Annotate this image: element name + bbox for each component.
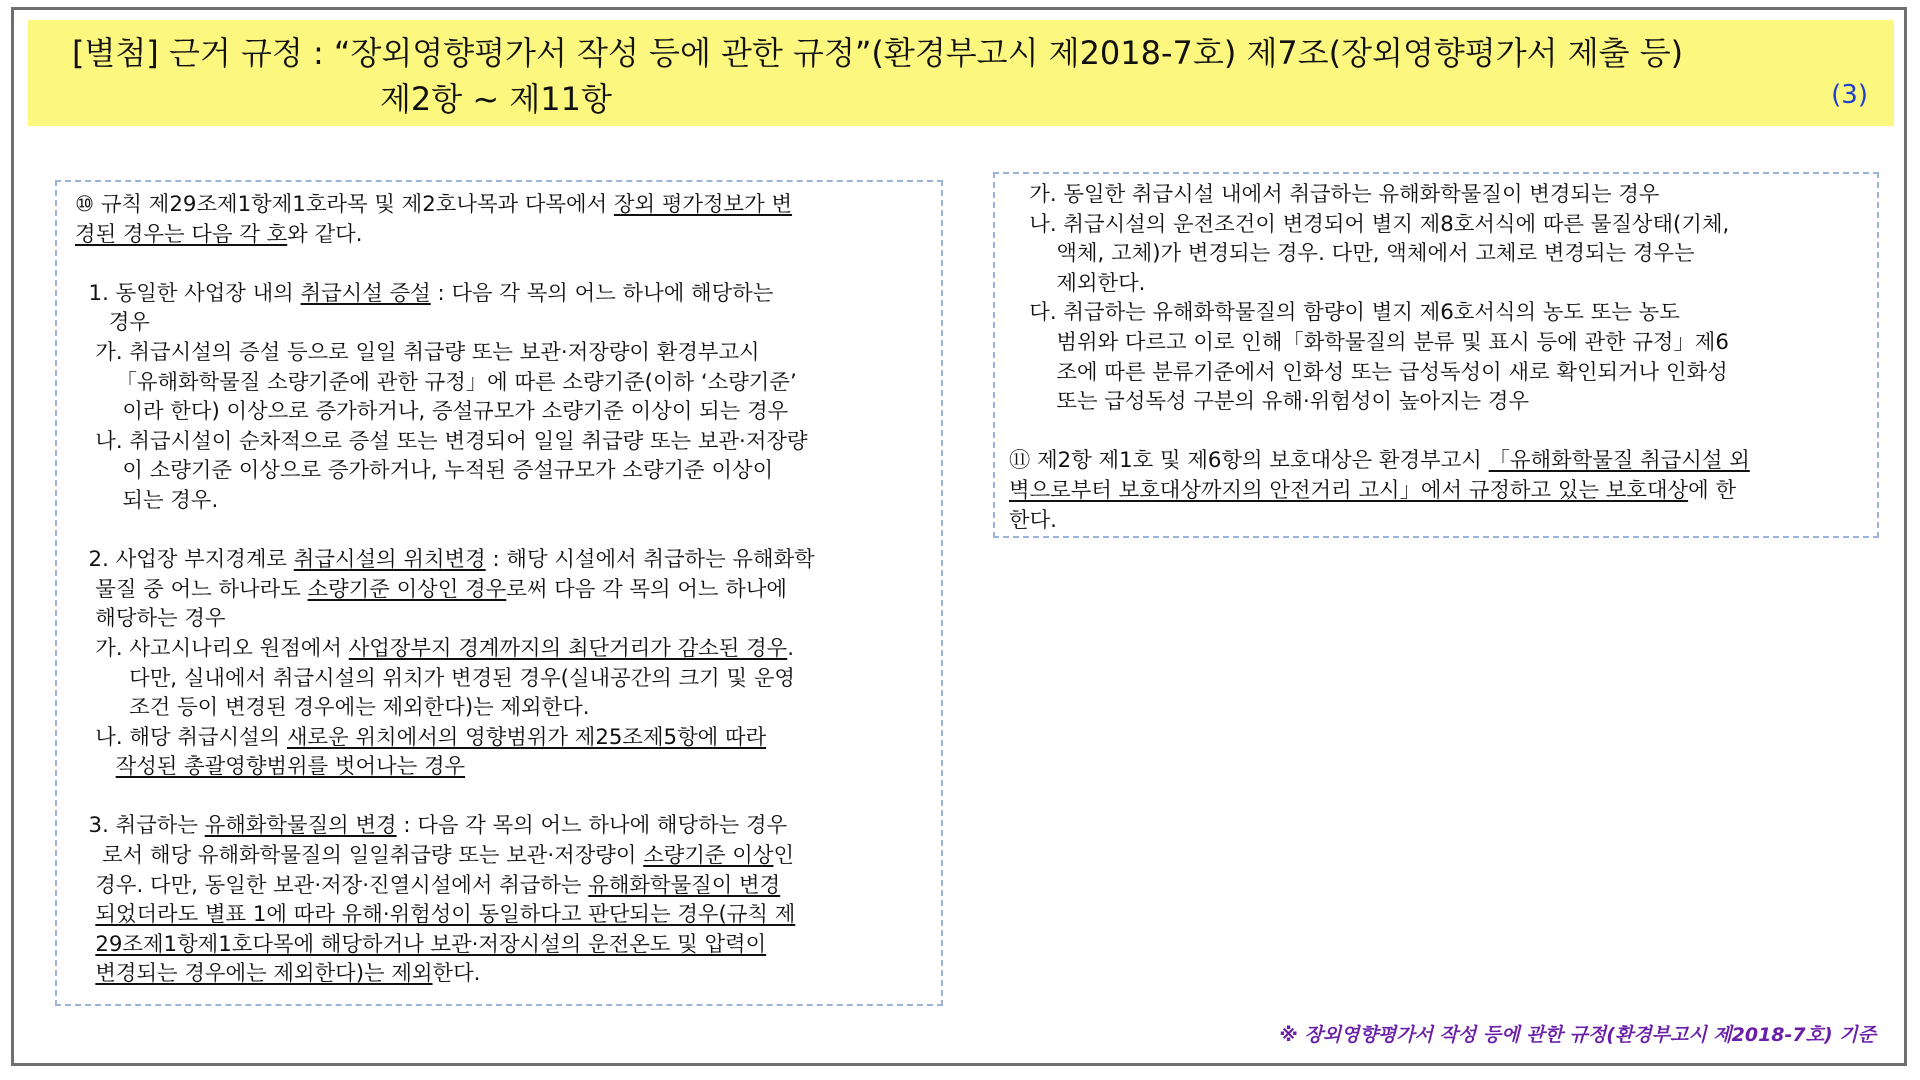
left-panel-line bbox=[75, 427, 815, 457]
left-panel-line bbox=[75, 930, 815, 960]
left-panel-underlined-text: 29조제1항제1호다목에 해당하거나 보관·저장시설의 운전온도 및 압력이 bbox=[95, 931, 767, 957]
left-panel-underlined-text: 취급시설의 위치변경 bbox=[293, 547, 486, 573]
left-panel-text: 경우. 다만, 동일한 보관·저장·진열시설에서 취급하는 bbox=[75, 872, 589, 898]
left-panel-underlined-text: 장외 평가정보가 변 bbox=[613, 192, 793, 217]
left-panel-text: 물질 중 어느 하나라도 bbox=[75, 576, 308, 602]
left-panel-line bbox=[75, 308, 815, 338]
right-panel-line bbox=[1009, 210, 1750, 240]
left-regulation-panel bbox=[55, 180, 943, 1006]
right-panel-line bbox=[1009, 506, 1750, 536]
left-panel-line bbox=[75, 664, 815, 694]
left-panel-underlined-text: 변경되는 경우에는 제외한다)는 제외 bbox=[95, 961, 433, 987]
title-banner bbox=[28, 20, 1894, 126]
left-panel-text: 와 같다. bbox=[287, 221, 363, 247]
left-panel-line bbox=[75, 604, 815, 634]
left-panel-text bbox=[75, 961, 95, 986]
left-panel-text: 조건 등이 변경된 경우에는 제외한다)는 제외한다. bbox=[75, 695, 590, 721]
left-panel-line bbox=[75, 634, 815, 664]
left-panel-text: 해당하는 경우 bbox=[75, 606, 226, 632]
page-number: (3) bbox=[1831, 80, 1868, 110]
right-panel-text: 나. 취급시설의 운전조건이 변경되어 별지 제8호서식에 따른 물질상태(기체, bbox=[1009, 211, 1730, 237]
left-panel-line bbox=[75, 486, 815, 516]
left-panel-text bbox=[75, 754, 116, 779]
right-panel-text bbox=[1009, 180, 1750, 535]
right-panel-text: 액체, 고체)가 변경되는 경우. 다만, 액체에서 고체로 변경되는 경우는 bbox=[1009, 241, 1695, 267]
right-panel-text: 또는 급성독성 구분의 유해·위험성이 높아지는 경우 bbox=[1009, 389, 1530, 415]
left-panel-text: . bbox=[787, 635, 795, 661]
right-panel-text: 제외한다. bbox=[1009, 270, 1146, 296]
left-panel-line bbox=[75, 871, 815, 901]
left-panel-text: 1. 동일한 사업장 내의 bbox=[75, 280, 301, 306]
right-panel-line bbox=[1009, 239, 1750, 269]
left-panel-line bbox=[75, 723, 815, 753]
left-panel-line bbox=[75, 841, 815, 871]
left-panel-text: ⑩ 규칙 제29조제1항제1호라목 및 제2호나목과 다목에서 bbox=[75, 192, 614, 217]
left-panel-text: 한다. bbox=[432, 961, 481, 987]
left-panel-text: 이 소량기준 이상으로 증가하거나, 누적된 증설규모가 소량기준 이상이 bbox=[75, 458, 774, 484]
left-panel-text: 가. 사고시나리오 원점에서 bbox=[75, 635, 349, 661]
left-panel-line bbox=[75, 575, 815, 605]
left-panel-text: 로서 해당 유해화학물질의 일일취급량 또는 보관·저장량이 bbox=[75, 843, 644, 869]
right-panel-line bbox=[1009, 476, 1750, 506]
right-panel-text: 한다. bbox=[1009, 507, 1057, 533]
left-panel-text: : 해당 시설에서 취급하는 유해화학 bbox=[485, 547, 815, 573]
left-panel-underlined-text: 유해화학물질이 변경 bbox=[588, 872, 781, 898]
left-panel-text: 「유해화학물질 소량기준에 관한 규정」에 따른 소량기준(이하 ‘소량기준’ bbox=[75, 369, 797, 395]
right-panel-line bbox=[1009, 269, 1750, 299]
left-panel-text: 이라 한다) 이상으로 증가하거나, 증설규모가 소량기준 이상이 되는 경우 bbox=[75, 399, 789, 425]
left-panel-text: 로써 다음 각 목의 어느 하나에 bbox=[506, 576, 787, 602]
left-panel-underlined-text: 유해화학물질의 변경 bbox=[204, 813, 397, 839]
left-panel-line bbox=[75, 279, 815, 309]
footer-note: ※ 장외영향평가서 작성 등에 관한 규정(환경부고시 제2018-7호) 기준 bbox=[1279, 1024, 1876, 1046]
left-panel-text bbox=[75, 190, 815, 989]
right-panel-text: 다. 취급하는 유해화학물질의 함량이 별지 제6호서식의 농도 또는 농도 bbox=[1009, 300, 1680, 326]
left-panel-text: 가. 취급시설의 증설 등으로 일일 취급량 또는 보관·저장량이 환경부고시 bbox=[75, 339, 760, 365]
left-panel-text: 3. 취급하는 bbox=[75, 813, 205, 839]
left-panel-text bbox=[75, 932, 95, 957]
left-panel-text: 인 bbox=[773, 843, 795, 869]
right-panel-text: ⑪ 제2항 제1호 및 제6항의 보호대상은 환경부고시 bbox=[1009, 448, 1489, 474]
left-panel-underlined-text: 취급시설 증설 bbox=[300, 280, 431, 306]
left-panel-underlined-text: 소량기준 이상인 경우 bbox=[307, 576, 507, 602]
left-panel-line bbox=[75, 456, 815, 486]
right-panel-line bbox=[1009, 298, 1750, 328]
left-panel-line bbox=[75, 900, 815, 930]
left-panel-line bbox=[75, 249, 815, 279]
left-panel-text bbox=[75, 902, 95, 927]
left-panel-text: 다만, 실내에서 취급시설의 위치가 변경된 경우(실내공간의 크기 및 운영 bbox=[75, 665, 796, 691]
left-panel-underlined-text: 경된 경우는 다음 각 호 bbox=[75, 221, 288, 247]
left-panel-line bbox=[75, 811, 815, 841]
right-panel-text: 조에 따른 분류기준에서 인화성 또는 급성독성이 새로 확인되거나 인화성 bbox=[1009, 359, 1728, 385]
right-panel-line bbox=[1009, 417, 1750, 447]
left-panel-text: 되는 경우. bbox=[75, 487, 219, 513]
left-panel-line bbox=[75, 782, 815, 812]
right-panel-text: 에 한 bbox=[1688, 477, 1737, 503]
left-panel-text: : 다음 각 목의 어느 하나에 해당하는 bbox=[430, 280, 774, 306]
right-panel-line bbox=[1009, 446, 1750, 476]
title-line-1: [별첨] 근거 규정 : “장외영향평가서 작성 등에 관한 규정”(환경부고시 제2018-7호) 제7조(장외영향평가서 제출 등) bbox=[72, 34, 1684, 72]
left-panel-line bbox=[75, 516, 815, 546]
left-panel-underlined-text: 소량기준 이상 bbox=[643, 843, 774, 869]
left-panel-line bbox=[75, 752, 815, 782]
left-panel-text: 경우 bbox=[75, 310, 150, 336]
right-panel-line bbox=[1009, 328, 1750, 358]
left-panel-text: 나. 해당 취급시설의 bbox=[75, 724, 287, 750]
left-panel-line bbox=[75, 338, 815, 368]
left-panel-line bbox=[75, 397, 815, 427]
left-panel-line bbox=[75, 693, 815, 723]
right-panel-underlined-text: 「유해화학물질 취급시설 외 bbox=[1488, 448, 1750, 474]
right-panel-line bbox=[1009, 358, 1750, 388]
left-panel-line bbox=[75, 220, 815, 250]
left-panel-text: : 다음 각 목의 어느 하나에 해당하는 경우 bbox=[396, 813, 788, 839]
left-panel-underlined-text: 사업장부지 경계까지의 최단거리가 감소된 경우 bbox=[348, 635, 788, 661]
left-panel-underlined-text: 새로운 위치에서의 영향범위가 제25조제5항에 따라 bbox=[286, 724, 767, 750]
left-panel-underlined-text: 되었더라도 별표 1에 따라 유해·위험성이 동일하다고 판단되는 경우(규칙 제 bbox=[95, 902, 796, 928]
right-panel-text: 범위와 다르고 이로 인해「화학물질의 분류 및 표시 등에 관한 규정」제6 bbox=[1009, 329, 1729, 355]
left-panel-text: 2. 사업장 부지경계로 bbox=[75, 547, 294, 573]
right-panel-line bbox=[1009, 387, 1750, 417]
left-panel-line bbox=[75, 368, 815, 398]
right-panel-line bbox=[1009, 180, 1750, 210]
left-panel-text: 나. 취급시설이 순차적으로 증설 또는 변경되어 일일 취급량 또는 보관·저장량 bbox=[75, 428, 808, 454]
title-line-2: 제2항 ~ 제11항 bbox=[380, 80, 612, 118]
left-panel-line bbox=[75, 959, 815, 989]
right-panel-underlined-text: 벽으로부터 보호대상까지의 안전거리 고시」에서 규정하고 있는 보호대상 bbox=[1009, 477, 1689, 503]
right-regulation-panel bbox=[993, 172, 1879, 538]
left-panel-underlined-text: 작성된 총괄영향범위를 벗어나는 경우 bbox=[115, 754, 466, 780]
left-panel-line bbox=[75, 190, 815, 220]
left-panel-line bbox=[75, 545, 815, 575]
right-panel-text: 가. 동일한 취급시설 내에서 취급하는 유해화학물질이 변경되는 경우 bbox=[1009, 182, 1660, 207]
